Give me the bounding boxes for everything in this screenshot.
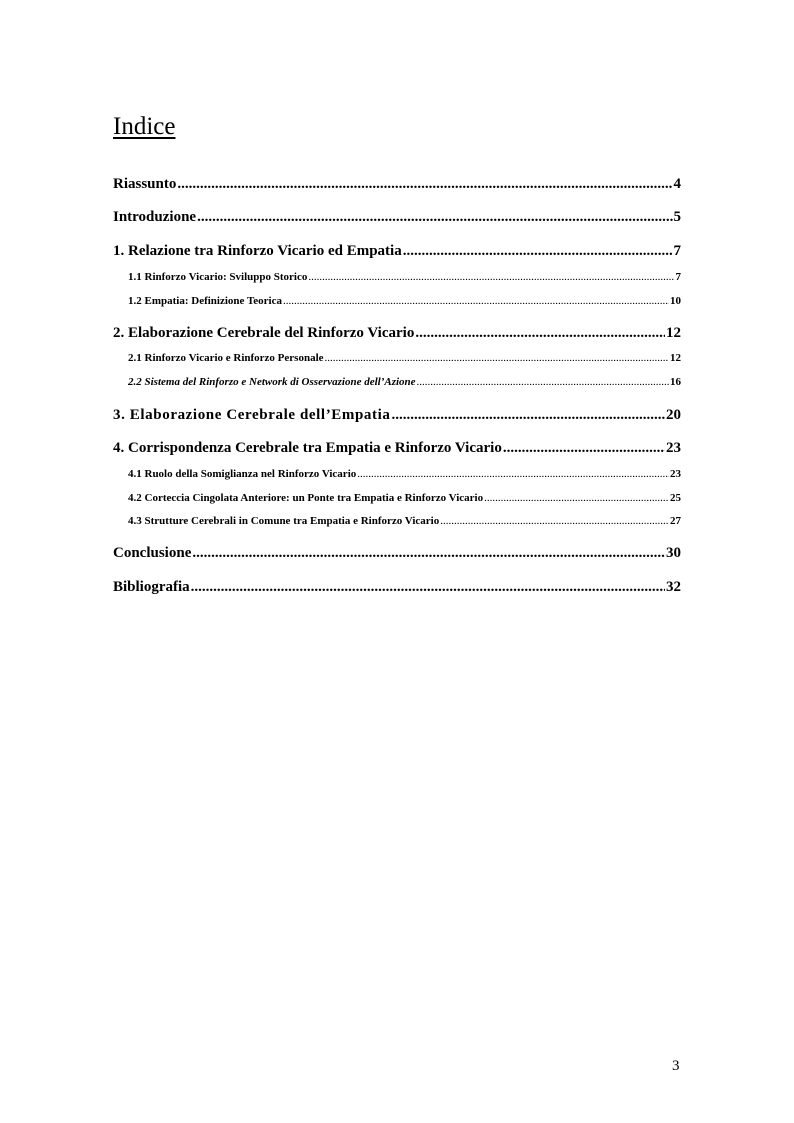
toc-leader-dots	[440, 515, 669, 527]
toc-entry-page: 23	[666, 440, 681, 456]
toc-entry-conclusione[interactable]	[113, 545, 681, 562]
toc-entry-chapter-3[interactable]	[113, 407, 681, 424]
toc-leader-dots	[177, 176, 672, 193]
toc-entry-section-4-1[interactable]	[128, 468, 681, 480]
toc-entry-chapter-2[interactable]	[113, 325, 681, 342]
toc-entry-section-4-3[interactable]	[128, 515, 681, 527]
toc-leader-dots	[283, 295, 669, 307]
toc-leader-dots	[192, 545, 665, 562]
toc-leader-dots	[403, 243, 673, 260]
toc-leader-dots	[325, 352, 669, 364]
toc-entry-page: 23	[670, 468, 681, 480]
toc-entry-page: 25	[670, 492, 681, 504]
toc-entry-page: 12	[670, 352, 681, 364]
toc-entry-page: 16	[670, 376, 681, 388]
toc-leader-dots	[191, 579, 665, 596]
toc-entry-title: Riassunto	[113, 176, 177, 192]
toc-entry-title: 1. Relazione tra Rinforzo Vicario ed Empatia	[113, 243, 402, 259]
toc-leader-dots	[197, 209, 672, 226]
toc-entry-page: 10	[670, 295, 681, 307]
toc-leader-dots	[503, 440, 665, 457]
toc-entry-section-4-2[interactable]	[128, 492, 681, 504]
toc-entry-bibliografia[interactable]	[113, 579, 681, 596]
toc-entry-chapter-4[interactable]	[113, 440, 681, 457]
toc-entry-page: 7	[675, 271, 681, 283]
toc-entry-introduzione[interactable]	[113, 209, 681, 226]
toc-entry-page: 12	[666, 325, 681, 341]
toc-entry-page: 5	[673, 209, 681, 225]
page-number: 3	[672, 1058, 680, 1074]
toc-entry-title: 1.2 Empatia: Definizione Teorica	[128, 295, 282, 307]
toc-entry-title: 2.1 Rinforzo Vicario e Rinforzo Personale	[128, 352, 324, 364]
toc-entry-page: 20	[666, 407, 681, 423]
toc-entry-title: 4.3 Strutture Cerebrali in Comune tra Empatia e Rinforzo Vicario	[128, 515, 440, 527]
toc-entry-title: Bibliografia	[113, 579, 190, 595]
toc-entry-page: 7	[673, 243, 681, 259]
toc-entry-title: 1.1 Rinforzo Vicario: Sviluppo Storico	[128, 271, 308, 283]
toc-entry-title: 4.1 Ruolo della Somiglianza nel Rinforzo Vicario	[128, 468, 357, 480]
toc-leader-dots	[392, 407, 666, 424]
toc-entry-chapter-1[interactable]	[113, 243, 681, 260]
toc-entry-page: 32	[666, 579, 681, 595]
toc-entry-section-2-2[interactable]	[128, 376, 681, 388]
toc-entry-section-1-1[interactable]	[128, 271, 681, 283]
toc-leader-dots	[417, 376, 669, 388]
toc-entry-page: 4	[673, 176, 681, 192]
toc-entry-section-1-2[interactable]	[128, 295, 681, 307]
toc-entry-title: 4. Corrispondenza Cerebrale tra Empatia e Rinforzo Vicario	[113, 440, 502, 456]
toc-entry-title: 2.2 Sistema del Rinforzo e Network di Osservazione dell’Azione	[128, 376, 416, 388]
toc-entry-title: 3. Elaborazione Cerebrale dell’Empatia	[113, 407, 391, 423]
toc-entry-riassunto[interactable]	[113, 176, 681, 193]
toc-entry-page: 30	[666, 545, 681, 561]
toc-entry-section-2-1[interactable]	[128, 352, 681, 364]
toc-leader-dots	[484, 492, 669, 504]
toc-entry-title: 2. Elaborazione Cerebrale del Rinforzo Vicario	[113, 325, 415, 341]
toc-entry-title: 4.2 Corteccia Cingolata Anteriore: un Ponte tra Empatia e Rinforzo Vicario	[128, 492, 484, 504]
toc-leader-dots	[357, 468, 669, 480]
toc-entry-title: Introduzione	[113, 209, 197, 225]
toc-entry-title: Conclusione	[113, 545, 192, 561]
toc-entry-page: 27	[670, 515, 681, 527]
toc-leader-dots	[415, 325, 665, 342]
toc-leader-dots	[308, 271, 674, 283]
toc-heading: Indice	[113, 113, 176, 140]
